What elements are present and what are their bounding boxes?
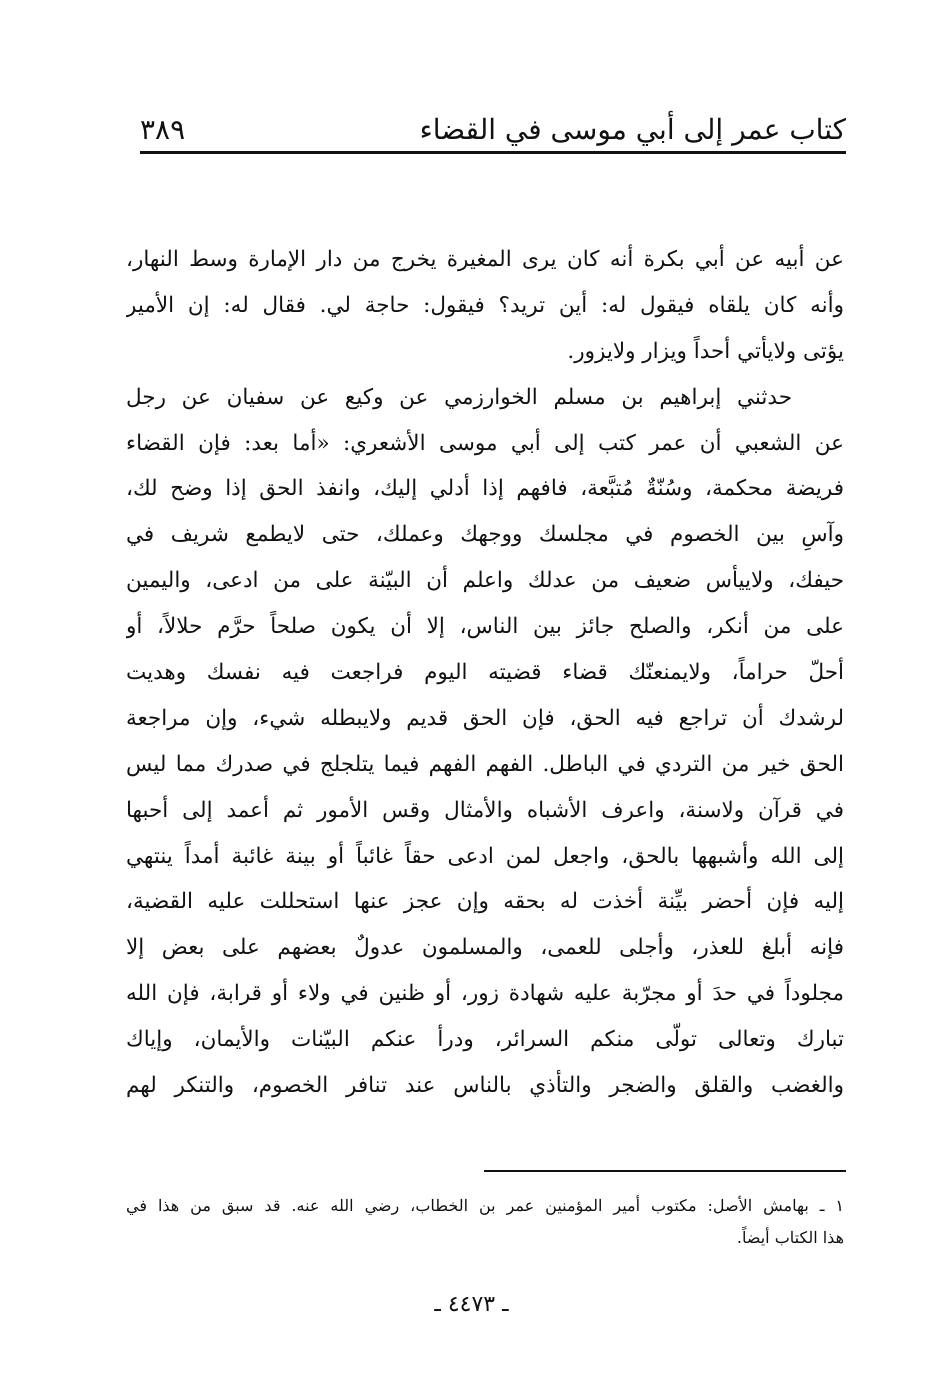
footnote-rule [484,1170,846,1172]
text-line: الحق خير من التردي في الباطل. الفهم الفهم فيما يتلجلج في صدرك مما ليس [126,751,844,777]
text-line: عن الشعبي أن عمر كتب إلى أبي موسى الأشعري: «أما بعد: فإن القضاء [126,430,844,456]
text-line: فإنه أبلغ للعذر، وأجلى للعمى، والمسلمون عدولٌ بعضهم على بعض إلا [126,935,844,961]
footnote [126,1190,844,1254]
text-line: فريضة محكمة، وسُنّةٌ مُتبَّعة، فافهم إذا أدلي إليك، وانفذ الحق إذا وضح لك، [126,476,844,502]
page-header [140,112,846,152]
header-rule [140,151,846,154]
footnote-line: ١ ـ بهامش الأصل: مكتوب أمير المؤمنين عمر بن الخطاب، رضي الله عنه. قد سبق من هذا في [126,1196,844,1215]
footer-page-number: ـ ٤٤٧٣ ـ [434,1292,509,1317]
footnote-line: هذا الكتاب أيضاً. [736,1228,844,1247]
text-line: عن أبيه عن أبي بكرة أنه كان يرى المغيرة يخرج من دار الإمارة وسط النهار، [126,247,844,272]
text-line: في قرآن ولاسنة، واعرف الأشباه والأمثال وقس الأمور ثم أعمد إلى أحبها [126,797,844,823]
text-line: يؤتى ولايأتي أحداً ويزار ولايزور. [567,338,844,364]
text-line: على من أنكر، والصلح جائز بين الناس، إلا أن يكون صلحاً حرَّم حلالاً، أو [126,614,844,640]
text-line: وآسِ بين الخصوم في مجلسك ووجهك وعملك، حتى لايطمع شريف في [126,522,844,548]
running-title: كتاب عمر إلى أبي موسى في القضاء [419,113,846,146]
text-line: لرشدك أن تراجع فيه الحق، فإن الحق قديم ولايبطله شيء، وإن مراجعة [126,705,844,731]
text-line: إلى الله وأشبهها بالحق، واجعل لمن ادعى حقاً غائباً أو بينة غائبة أمداً ينتهي [126,843,844,869]
text-line: إليه فإن أحضر بيِّنة أخذت له بحقه وإن عجز عنها استحللت عليه القضية، [126,889,844,915]
text-line: حدثني إبراهيم بن مسلم الخوارزمي عن وكيع عن سفيان عن رجل [126,384,792,410]
text-line: تبارك وتعالى تولّى منكم السرائر، ودرأ عنكم البيّنات والأيمان، وإياك [126,1027,844,1053]
main-text [126,237,844,1109]
text-line: حيفك، ولاييأس ضعيف من عدلك واعلم أن البيّنة على من ادعى، واليمين [126,568,844,594]
text-line: أحلّ حراماً، ولايمنعنّك قضاء قضيته اليوم فراجعت فيه نفسك وهديت [126,660,844,686]
text-line: وأنه كان يلقاه فيقول له: أين تريد؟ فيقول: حاجة لي. فقال له: إن الأمير [126,292,844,318]
text-line: والغضب والقلق والضجر والتأذي بالناس عند تنافر الخصوم، والتنكر لهم [126,1073,844,1099]
text-line: مجلوداً في حدَ أو مجرّبة عليه شهادة زور، أو ظنين في ولاء أو قرابة، فإن الله [126,981,844,1007]
page-number: ٣٨٩ [140,113,186,146]
